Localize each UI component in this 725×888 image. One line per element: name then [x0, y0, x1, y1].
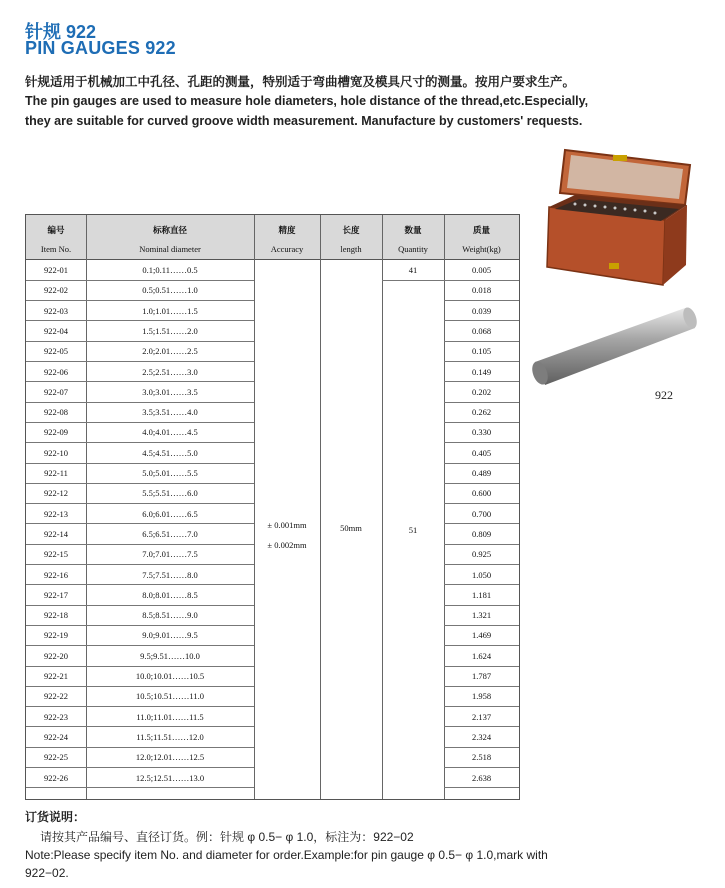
table-row	[26, 686, 519, 706]
quantity-cell-first: 41	[408, 265, 418, 275]
cell-nominal-diameter: 2.0;2.01……2.5	[142, 346, 198, 357]
cell-nominal-diameter: 8.0;8.01……8.5	[142, 589, 198, 600]
cell-item-no: 922-24	[43, 731, 69, 742]
cell-item-no: 922-03	[43, 305, 69, 316]
cell-weight: 2.638	[471, 772, 492, 783]
cell-nominal-diameter: 11.5;11.51……12.0	[136, 731, 204, 742]
cell-item-no: 922-18	[43, 610, 69, 621]
header-item-no: 编号 Item No.	[40, 225, 72, 254]
cell-nominal-diameter: 5.5;5.51……6.0	[142, 488, 198, 499]
table-row	[26, 382, 519, 402]
description-en-line2: they are suitable for curved groove width measurement. Manufacture by customers' requests.	[25, 114, 583, 128]
table-row	[26, 443, 519, 463]
cell-item-no: 922-01	[43, 265, 69, 275]
cell-weight: 2.518	[471, 752, 492, 763]
cell-item-no: 922-22	[43, 691, 69, 702]
cell-item-no: 922-13	[43, 508, 69, 519]
description-en-line1: The pin gauges are used to measure hole diameters, hole distance of the thread,etc.Especially,	[25, 94, 589, 108]
accuracy-value-2: ± 0.002mm	[267, 540, 307, 550]
cell-item-no: 922-26	[43, 772, 69, 783]
row-divider	[444, 787, 519, 788]
cell-nominal-diameter: 7.5;7.51……8.0	[142, 569, 198, 580]
cell-nominal-diameter: 6.0;6.01……6.5	[142, 508, 198, 519]
table-row	[26, 463, 519, 483]
table-row	[26, 605, 519, 625]
table-row	[26, 768, 519, 788]
order-note-title: 订货说明：	[25, 810, 86, 824]
table-row	[26, 301, 519, 321]
table-row	[26, 727, 519, 747]
cell-weight: 0.068	[471, 325, 492, 336]
cell-item-no: 922-23	[43, 711, 69, 722]
cell-item-no: 922-08	[43, 407, 69, 418]
cell-weight: 1.321	[471, 610, 492, 621]
page-title-cn: 针规 922	[25, 22, 97, 42]
cell-nominal-diameter: 4.0;4.01……4.5	[142, 427, 198, 438]
cell-nominal-diameter: 10.5;10.51……11.0	[136, 691, 204, 702]
cell-item-no: 922-15	[43, 549, 69, 560]
product-label: 922	[655, 388, 673, 402]
table-row	[26, 362, 519, 382]
table-row	[26, 747, 519, 767]
cell-nominal-diameter: 1.5;1.51……2.0	[142, 325, 198, 336]
cell-weight: 0.039	[471, 305, 492, 316]
cell-weight: 0.600	[471, 488, 492, 499]
header-nominal-diameter: 标称直径 Nominal diameter	[139, 225, 201, 254]
cell-item-no: 922-06	[43, 366, 69, 377]
cell-weight: 1.181	[471, 589, 492, 600]
cell-nominal-diameter: 6.5;6.51……7.0	[142, 528, 198, 539]
cell-nominal-diameter: 2.5;2.51……3.0	[142, 366, 198, 377]
cell-nominal-diameter: 9.5;9.51……10.0	[140, 650, 200, 661]
cell-nominal-diameter: 0.5;0.51……1.0	[142, 285, 198, 296]
cell-weight: 0.262	[471, 407, 492, 418]
cell-weight: 0.700	[471, 508, 492, 519]
table-row	[26, 625, 519, 645]
order-note-cn: 请按其产品编号、直径订货。例：针规 φ 0.5− φ 1.0，标注为：922−02	[40, 830, 414, 844]
cell-weight: 0.925	[471, 549, 492, 560]
length-cell: 50mm	[340, 523, 362, 533]
accuracy-value-1: ± 0.001mm	[267, 520, 307, 530]
table-row	[26, 483, 519, 503]
table-row	[26, 341, 519, 361]
cell-weight: 0.330	[471, 427, 492, 438]
cell-nominal-diameter: 3.0;3.01……3.5	[142, 386, 198, 397]
table-header	[26, 215, 519, 260]
cell-item-no: 922-10	[43, 447, 69, 458]
cell-weight: 2.324	[471, 731, 492, 742]
row-divider	[26, 787, 254, 788]
cell-weight: 1.469	[471, 630, 492, 641]
cell-nominal-diameter: 11.0;11.01……11.5	[136, 711, 204, 722]
cell-item-no: 922-07	[43, 386, 69, 397]
table-row	[26, 260, 519, 280]
cell-nominal-diameter: 3.5;3.51……4.0	[142, 407, 198, 418]
cell-weight: 0.405	[471, 447, 492, 458]
cell-weight: 1.624	[471, 650, 492, 661]
cell-item-no: 922-16	[43, 569, 69, 580]
cell-item-no: 922-05	[43, 346, 69, 357]
cell-nominal-diameter: 1.0;1.01……1.5	[142, 305, 198, 316]
table-row	[26, 565, 519, 585]
table-row	[26, 585, 519, 605]
header-weight: 质量 Weight(kg)	[462, 225, 501, 254]
cell-item-no: 922-02	[43, 285, 69, 296]
table-row	[26, 707, 519, 727]
cell-nominal-diameter: 7.0;7.01……7.5	[142, 549, 198, 560]
cell-weight: 2.137	[471, 711, 492, 722]
cell-item-no: 922-04	[43, 325, 69, 336]
cell-weight: 0.005	[471, 265, 492, 275]
description-cn: 针规适用于机械加工中孔径、孔距的测量，特别适于弯曲槽宽及模具尺寸的测量。按用户要求生产。	[25, 75, 576, 89]
pin-gauge-set-box-image	[545, 145, 693, 295]
table-row	[26, 422, 519, 442]
header-length: 长度 length	[340, 225, 362, 254]
table-row	[26, 321, 519, 341]
table-row	[26, 666, 519, 686]
cell-weight: 0.202	[471, 386, 492, 397]
cell-item-no: 922-12	[43, 488, 69, 499]
cell-weight: 0.105	[471, 346, 492, 357]
page-title-en: PIN GAUGES 922	[25, 38, 176, 58]
table-row	[26, 646, 519, 666]
cell-weight: 1.787	[471, 671, 492, 681]
cell-weight: 1.958	[471, 691, 492, 702]
cell-weight: 0.149	[471, 366, 492, 377]
cell-nominal-diameter: 12.0;12.01……12.5	[135, 752, 205, 763]
cell-nominal-diameter: 12.5;12.51……13.0	[135, 772, 205, 783]
cell-item-no: 922-19	[43, 630, 69, 641]
cell-nominal-diameter: 0.1;0.11……0.5	[142, 265, 198, 275]
header-accuracy: 精度 Accuracy	[270, 225, 304, 254]
cell-nominal-diameter: 10.0;10.01……10.5	[135, 671, 205, 681]
cell-item-no: 922-21	[43, 671, 69, 681]
cell-nominal-diameter: 9.0;9.01……9.5	[142, 630, 198, 641]
cell-item-no: 922-17	[43, 589, 69, 600]
cell-weight: 1.050	[471, 569, 492, 580]
cell-item-no: 922-11	[44, 468, 68, 478]
table-row	[26, 402, 519, 422]
order-note-en-line1: Note:Please specify item No. and diameter for order.Example:for pin gauge φ 0.5− φ 1.0,mark with	[25, 848, 548, 862]
cell-weight: 0.809	[471, 528, 492, 539]
table-row	[26, 280, 519, 300]
spec-table	[25, 214, 520, 800]
pin-gauge-image	[527, 300, 702, 395]
cell-nominal-diameter: 5.0;5.01……5.5	[142, 468, 198, 478]
order-note-en-line2: 922−02.	[25, 866, 69, 880]
cell-nominal-diameter: 4.5;4.51……5.0	[142, 447, 198, 458]
cell-item-no: 922-09	[43, 427, 69, 438]
accuracy-cell	[254, 515, 320, 555]
cell-nominal-diameter: 8.5;8.51……9.0	[142, 610, 198, 621]
header-quantity: 数量 Quantity	[398, 225, 428, 254]
cell-item-no: 922-25	[43, 752, 69, 763]
cell-item-no: 922-20	[43, 650, 69, 661]
cell-weight: 0.018	[471, 285, 492, 296]
cell-item-no: 922-14	[43, 528, 69, 539]
cell-weight: 0.489	[471, 468, 492, 478]
quantity-cell-rest: 51	[408, 525, 418, 535]
